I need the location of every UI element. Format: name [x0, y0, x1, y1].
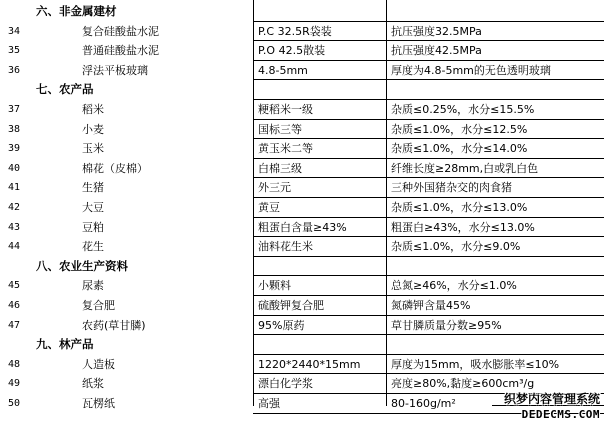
table-row [0, 159, 604, 178]
product-name: 尿素 [82, 279, 104, 293]
table-row [0, 237, 604, 256]
product-name: 人造板 [82, 357, 115, 371]
product-spec: P.O 42.5散装 [258, 44, 326, 58]
product-name: 农药(草甘膦) [82, 318, 146, 332]
row-number: 44 [7, 241, 21, 253]
product-spec: 外三元 [258, 181, 291, 195]
row-number: 40 [7, 162, 21, 174]
product-name: 普通硅酸盐水泥 [82, 44, 159, 58]
table-row [0, 100, 604, 119]
table-row [0, 198, 604, 217]
row-number: 50 [7, 398, 21, 409]
section-row [0, 2, 604, 21]
table-row [0, 139, 604, 158]
table-row [0, 316, 604, 335]
quality-standard: 杂质≤1.0%，水分≤12.5% [391, 122, 528, 136]
product-spec: 白棉三级 [258, 161, 302, 175]
product-spec: 95%原药 [258, 318, 305, 332]
row-number: 45 [7, 280, 21, 292]
quality-standard: 杂质≤1.0%，水分≤14.0% [391, 142, 528, 156]
product-spec: 国标三等 [258, 122, 302, 136]
table-row [0, 120, 604, 139]
section-row [0, 335, 604, 354]
product-name: 花生 [82, 240, 104, 254]
quality-standard: 抗压强度32.5MPa [391, 24, 482, 38]
product-spec: 高强 [258, 397, 280, 410]
section-title: 九、林产品 [36, 337, 94, 352]
product-spec: 黄玉米二等 [258, 142, 313, 156]
quality-standard: 亮度≥80%,黏度≥600cm³/g [391, 377, 535, 391]
quality-standard: 厚度为4.8-5mm的无色透明玻璃 [391, 63, 551, 77]
quality-standard: 总氮≥46%，水分≤1.0% [391, 279, 517, 293]
product-name: 复合肥 [82, 299, 115, 312]
product-name: 棉花（皮棉） [82, 161, 148, 175]
table-row [0, 178, 604, 197]
row-number: 35 [7, 45, 21, 57]
section-title: 七、农产品 [36, 82, 94, 97]
watermark-cn: 织梦内容管理系统 [503, 392, 600, 406]
product-name: 稻米 [82, 103, 104, 116]
row-number: 47 [7, 319, 21, 331]
quality-standard: 三种外国猪杂交的肉食猪 [391, 181, 512, 195]
quality-standard: 厚度为15mm，吸水膨胀率≤10% [391, 357, 560, 371]
product-name: 玉米 [82, 142, 104, 156]
product-spec: 硫酸钾复合肥 [258, 299, 324, 312]
table-row [0, 296, 604, 315]
product-spec: 黄豆 [258, 201, 280, 214]
row-number: 42 [7, 202, 21, 213]
section-title: 八、农业生产资料 [36, 258, 128, 273]
column-divider [386, 0, 387, 406]
row-number: 38 [7, 123, 21, 135]
row-number: 41 [7, 182, 21, 194]
row-number: 48 [7, 358, 21, 370]
table-row [0, 22, 604, 41]
product-name: 瓦楞纸 [82, 397, 115, 410]
table-row [0, 61, 604, 80]
quality-standard: 杂质≤1.0%，水分≤13.0% [391, 201, 528, 214]
table-row [0, 276, 604, 295]
quality-standard: 纤维长度≥28mm,白或乳白色 [391, 161, 539, 175]
row-number: 37 [7, 104, 21, 115]
row-number: 43 [7, 221, 21, 233]
product-spec: 粳稻米一级 [258, 103, 313, 116]
section-title: 六、非金属建材 [36, 4, 117, 18]
quality-standard: 杂质≤1.0%，水分≤9.0% [391, 240, 521, 254]
product-spec: 粗蛋白含量≥43% [258, 220, 347, 234]
row-number: 34 [7, 25, 21, 37]
table-row [0, 41, 604, 60]
quality-standard: 80-160g/m² [391, 397, 456, 410]
product-spec: 小颗料 [258, 279, 291, 293]
product-name: 复合硅酸盐水泥 [82, 24, 159, 38]
section-row [0, 257, 604, 276]
watermark [492, 386, 604, 427]
row-number: 39 [7, 143, 21, 155]
quality-standard: 粗蛋白≥43%，水分≤13.0% [391, 220, 535, 234]
section-row [0, 80, 604, 99]
product-spec: 油料花生米 [258, 240, 313, 254]
row-number: 46 [7, 300, 21, 311]
product-spec: 漂白化学浆 [258, 377, 313, 391]
row-number: 49 [7, 378, 21, 390]
product-spec: 1220*2440*15mm [258, 357, 361, 371]
product-name: 小麦 [82, 122, 104, 136]
column-divider [253, 0, 254, 406]
product-spec: 4.8-5mm [258, 63, 308, 77]
table-row [0, 218, 604, 237]
watermark-en: DEDECMS.COM [521, 408, 600, 421]
product-name: 纸浆 [82, 377, 104, 391]
product-name: 豆粕 [82, 220, 104, 234]
product-spec: P.C 32.5R袋装 [258, 24, 332, 38]
table-row [0, 355, 604, 374]
row-number: 36 [7, 64, 21, 76]
quality-standard: 抗压强度42.5MPa [391, 44, 482, 58]
product-name: 生猪 [82, 181, 104, 195]
quality-standard: 草甘膦质量分数≥95% [391, 318, 502, 332]
quality-standard: 氮磷钾含量45% [391, 299, 471, 312]
quality-standard: 杂质≤0.25%，水分≤15.5% [391, 103, 535, 116]
product-name: 大豆 [82, 201, 104, 214]
product-name: 浮法平板玻璃 [82, 63, 148, 77]
